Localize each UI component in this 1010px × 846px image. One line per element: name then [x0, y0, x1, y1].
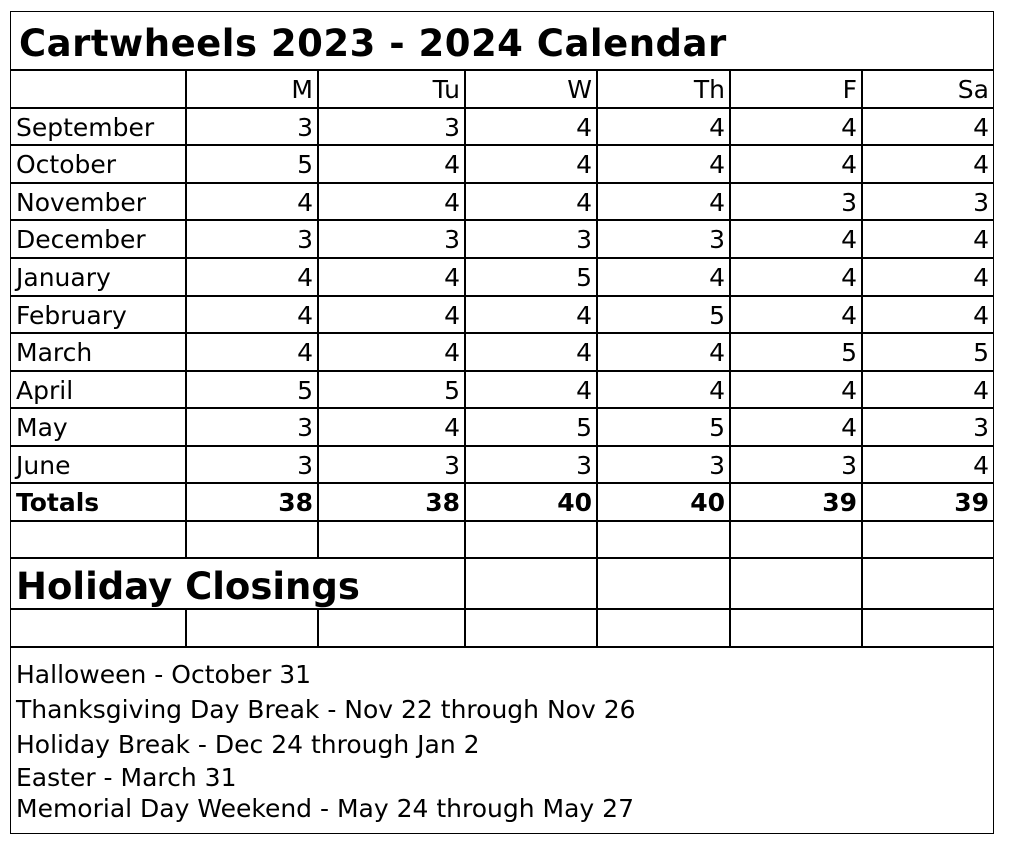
- day-count: 4: [444, 150, 460, 179]
- day-count: 4: [576, 376, 592, 405]
- day-count: 4: [973, 451, 989, 480]
- grid-row-divider: [11, 107, 993, 109]
- day-header-m: M: [291, 75, 313, 104]
- grid-row-divider: [11, 557, 993, 559]
- day-count: 3: [576, 451, 592, 480]
- day-header-sa: Sa: [957, 75, 989, 104]
- total-value: 39: [954, 488, 989, 517]
- total-value: 40: [557, 488, 592, 517]
- month-label: October: [16, 150, 117, 179]
- grid-column-divider: [317, 608, 319, 646]
- grid-row-divider: [11, 69, 993, 71]
- grid-row-divider: [11, 257, 993, 259]
- day-count: 4: [576, 301, 592, 330]
- day-count: 4: [841, 150, 857, 179]
- day-count: 4: [297, 263, 313, 292]
- totals-label: Totals: [16, 488, 100, 517]
- day-count: 3: [444, 451, 460, 480]
- day-count: 4: [444, 338, 460, 367]
- day-count: 4: [709, 376, 725, 405]
- grid-row-divider: [11, 144, 993, 146]
- grid-row-divider: [11, 407, 993, 409]
- day-header-th: Th: [693, 75, 725, 104]
- month-label: November: [16, 188, 147, 217]
- month-label: April: [16, 376, 74, 405]
- day-count: 4: [709, 263, 725, 292]
- grid-row-divider: [11, 482, 993, 484]
- calendar-sheet: [10, 11, 994, 834]
- day-count: 3: [444, 225, 460, 254]
- day-count: 4: [841, 301, 857, 330]
- month-label: March: [16, 338, 93, 367]
- day-count: 4: [444, 188, 460, 217]
- grid-row-divider: [11, 219, 993, 221]
- month-label: June: [16, 451, 71, 480]
- month-label: September: [16, 113, 155, 142]
- grid-column-divider: [185, 608, 187, 646]
- page-title: Cartwheels 2023 - 2024 Calendar: [19, 22, 727, 65]
- day-count: 4: [973, 225, 989, 254]
- day-count: 4: [973, 113, 989, 142]
- day-header-w: W: [567, 75, 592, 104]
- day-count: 4: [973, 150, 989, 179]
- grid-row-divider: [11, 445, 993, 447]
- day-count: 4: [444, 301, 460, 330]
- month-label: February: [16, 301, 127, 330]
- day-count: 3: [973, 188, 989, 217]
- day-count: 4: [841, 113, 857, 142]
- day-count: 4: [973, 263, 989, 292]
- grid-row-divider: [11, 295, 993, 297]
- day-count: 4: [576, 188, 592, 217]
- day-count: 4: [709, 113, 725, 142]
- holiday-closing-item: Easter - March 31: [16, 763, 237, 792]
- day-count: 3: [841, 451, 857, 480]
- day-count: 5: [841, 338, 857, 367]
- grid-row-divider: [11, 608, 993, 610]
- total-value: 39: [822, 488, 857, 517]
- day-count: 3: [841, 188, 857, 217]
- day-header-tu: Tu: [432, 75, 460, 104]
- day-count: 3: [297, 225, 313, 254]
- day-count: 3: [973, 413, 989, 442]
- day-count: 3: [709, 225, 725, 254]
- day-count: 4: [576, 338, 592, 367]
- day-count: 4: [841, 413, 857, 442]
- total-value: 38: [278, 488, 313, 517]
- day-count: 5: [297, 150, 313, 179]
- day-count: 5: [709, 301, 725, 330]
- day-count: 4: [841, 263, 857, 292]
- day-count: 4: [841, 376, 857, 405]
- grid-row-divider: [11, 332, 993, 334]
- grid-row-divider: [11, 646, 993, 648]
- day-count: 3: [297, 451, 313, 480]
- grid-row-divider: [11, 520, 993, 522]
- total-value: 40: [690, 488, 725, 517]
- grid-row-divider: [11, 370, 993, 372]
- day-count: 4: [297, 188, 313, 217]
- day-count: 4: [841, 225, 857, 254]
- day-count: 4: [709, 338, 725, 367]
- day-count: 4: [709, 188, 725, 217]
- grid-row-divider: [11, 182, 993, 184]
- day-count: 5: [444, 376, 460, 405]
- day-count: 3: [297, 413, 313, 442]
- day-count: 5: [576, 413, 592, 442]
- month-label: May: [16, 413, 68, 442]
- day-count: 4: [297, 338, 313, 367]
- holiday-closing-item: Halloween - October 31: [16, 660, 312, 689]
- day-header-f: F: [842, 75, 857, 104]
- day-count: 3: [576, 225, 592, 254]
- day-count: 4: [297, 301, 313, 330]
- day-count: 4: [709, 150, 725, 179]
- holiday-closing-item: Holiday Break - Dec 24 through Jan 2: [16, 730, 480, 759]
- day-count: 4: [444, 413, 460, 442]
- day-count: 5: [709, 413, 725, 442]
- holiday-closings-title: Holiday Closings: [16, 565, 360, 608]
- holiday-closing-item: Thanksgiving Day Break - Nov 22 through Nov 26: [16, 695, 636, 724]
- day-count: 5: [973, 338, 989, 367]
- holiday-closing-item: Memorial Day Weekend - May 24 through May 27: [16, 794, 634, 823]
- month-label: December: [16, 225, 146, 254]
- month-label: January: [16, 263, 111, 292]
- day-count: 3: [444, 113, 460, 142]
- day-count: 4: [444, 263, 460, 292]
- day-count: 4: [973, 376, 989, 405]
- day-count: 5: [576, 263, 592, 292]
- day-count: 3: [297, 113, 313, 142]
- day-count: 4: [576, 150, 592, 179]
- day-count: 4: [576, 113, 592, 142]
- day-count: 5: [297, 376, 313, 405]
- total-value: 38: [425, 488, 460, 517]
- day-count: 4: [973, 301, 989, 330]
- day-count: 3: [709, 451, 725, 480]
